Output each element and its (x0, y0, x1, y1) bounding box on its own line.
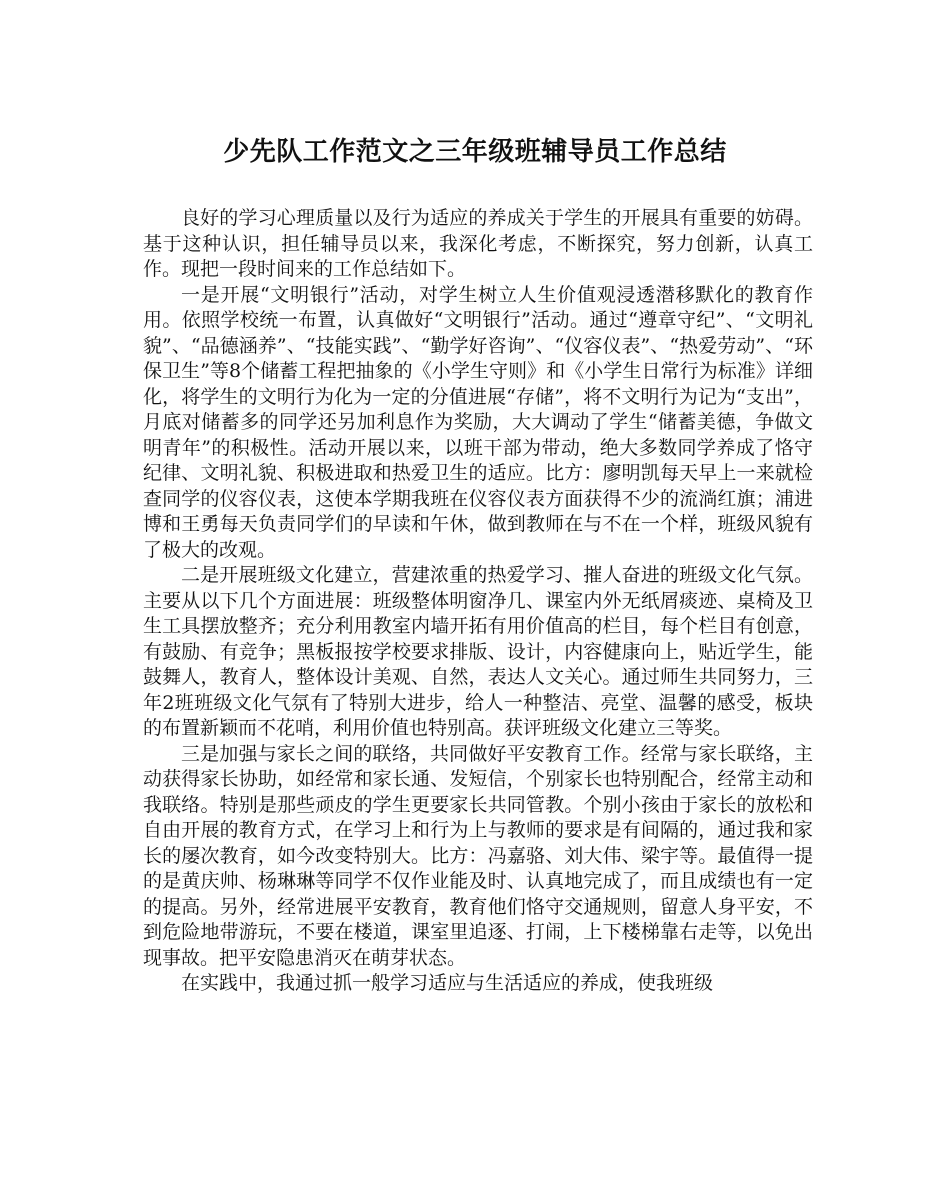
paragraph-parent-contact: 三是加强与家长之间的联络，共同做好平安教育工作。经常与家长联络，主动获得家长协助，如经常和家长通、发短信，个别家长也特别配合，经常主动和我联络。特别是那些顽皮的学生更要家长共同管教。个别小孩由于家长的放松和自由开展的教育方式，在学习上和行为上与教师的要求是有间隔的，通过我和家长的屡次教育，如今改变特别大。比方：冯嘉骆、刘大伟、梁宇等。最值得一提的是黄庆帅、杨琳琳等同学不仅作业能及时、认真地完成了，而且成绩也有一定的提高。另外，经常进展平安教育，教育他们恪守交通规则，留意人身平安，不到危险地带游玩，不要在楼道，课室里追逐、打闹，上下楼梯靠右走等，以免出现事故。把平安隐患消灭在萌芽状态。 (143, 742, 813, 969)
paragraph-intro: 良好的学习心理质量以及行为适应的养成关于学生的开展具有重要的妨碍。基于这种认识，担任辅导员以来，我深化考虑，不断探究，努力创新，认真工作。现把一段时间来的工作总结如下。 (143, 207, 813, 280)
paragraph-class-culture: 二是开展班级文化建立，营建浓重的热爱学习、摧人奋进的班级文化气氛。主要从以下几个方面进展：班级整体明窗净几、课室内外无纸屑痰迹、桌椅及卫生工具摆放整齐；充分利用教室内墙开拓有用价值高的栏目，每个栏目有创意，有鼓励、有竞争；黑板报按学校要求排版、设计，内容健康向上，贴近学生，能鼓舞人，教育人，整体设计美观、自然，表达人文关心。通过师生共同努力，三年2班班级文化气氛有了特别大进步，给人一种整洁、亮堂、温馨的感受，板块的布置新颖而不花哨，利用价值也特别高。获评班级文化建立三等奖。 (143, 564, 813, 739)
document-title: 少先队工作范文之三年级班辅导员工作总结 (223, 137, 727, 167)
paragraph-civility-bank: 一是开展“文明银行”活动，对学生树立人生价值观浸透潜移默化的教育作用。依照学校统一布置，认真做好“文明银行”活动。通过“遵章守纪”、“文明礼貌”、“品德涵养”、“技能实践”、“勤学好咨询”、“仪容仪表”、“热爱劳动”、“环保卫生”等8个储蓄工程把抽象的《小学生守则》和《小学生日常行为标准》详细化，将学生的文明行为化为一定的分值进展“存储”，将不文明行为记为“支出”，月底对储蓄多的同学还另加利息作为奖励，大大调动了学生“储蓄美德，争做文明青年”的积极性。活动开展以来，以班干部为带动，绝大多数同学养成了恪守纪律、文明礼貌、积极进取和热爱卫生的适应。比方：廖明凯每天早上一来就检查同学的仪容仪表，这使本学期我班在仪容仪表方面获得不少的流淌红旗；浦进博和王勇每天负责同学们的早读和午休，做到教师在与不在一个样，班级风貌有了极大的改观。 (143, 283, 813, 561)
document-body (143, 206, 813, 997)
paragraph-practice: 在实践中，我通过抓一般学习适应与生活适应的养成，使我班级 (181, 972, 714, 994)
